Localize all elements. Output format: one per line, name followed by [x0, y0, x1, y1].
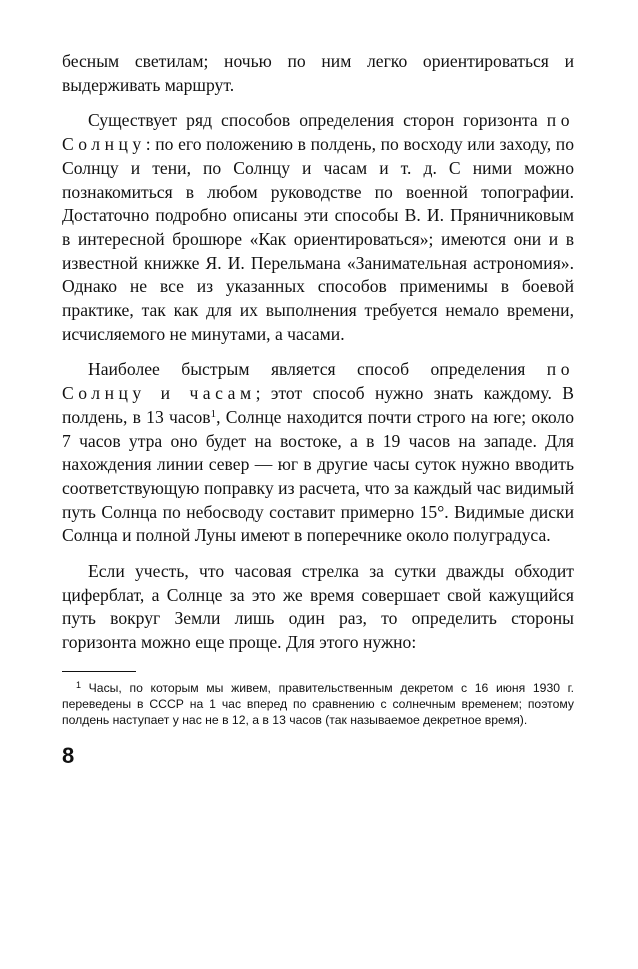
paragraph-2-start: Существует ряд способов определения сторон горизонта	[88, 110, 538, 131]
paragraph-3	[62, 358, 574, 548]
footnote	[62, 680, 574, 729]
paragraph-3-start: Наиболее быстрым является способ определения	[88, 359, 526, 380]
paragraph-2-end: : по его положению в полдень, по восходу или заходу, по Солнцу и тени, по Солнцу и часам и т. д. С ними можно познакомиться в любом руководстве по военной топографии. Достаточно подробно описаны эти способы В. И. Пряничниковым в интересной брошюре «Как ориентироваться»; имеются они и в известной книжке Я. И. Перельмана «Занимательная астрономия». Однако не все из указанных способов применимы в боевой практике, так как для их выполнения требуется немало времени, исчисляемого не минутами, а часами.	[62, 134, 574, 344]
book-page	[62, 50, 574, 769]
paragraph-2	[62, 109, 574, 346]
footnote-mark: 1	[76, 679, 82, 690]
paragraph-4	[62, 560, 574, 655]
paragraph-4-text: Если учесть, что часовая стрелка за сутки дважды обходит циферблат, а Солнце за это же время совершает свой кажущийся путь вокруг Земли лишь один раз, то определить стороны горизонта можно еще проще. Для этого нужно:	[62, 561, 574, 653]
emphasis-by-sun: по Солнцу	[62, 110, 574, 155]
page-number: 8	[62, 742, 75, 768]
footnote-divider	[62, 671, 136, 672]
footnote-text: Часы, по которым мы живем, правительственным декретом с 16 июня 1930 г. переведены в СССР на 1 час вперед по сравнению с солнечным временем; поэтому полдень наступает у нас не в 12, а в 13 часов (так называемое декретное время).	[62, 680, 574, 728]
paragraph-3-end: , Солнце находится почти строго на юге; около 7 часов утра оно будет на востоке, а в 19 часов на западе. Для нахождения линии север — юг в другие часы суток нужно вводить соответствующую поправку из расчета, что за каждый час видимый путь Солнца по небосводу составит примерно 15°. Видимые диски Солнца и полной Луны имеют в поперечнике около полуградуса.	[62, 406, 575, 546]
emphasis-by-sun-and-clock: по Солнцу и часам	[62, 359, 574, 404]
paragraph-1	[62, 50, 574, 97]
paragraph-1-text: бесным светилам; ночью по ним легко ориентироваться и выдерживать маршрут.	[62, 51, 574, 95]
footnote-reference[interactable]: 1	[210, 407, 217, 420]
paragraph-3-middle: ; этот способ нужно знать каждому. В полдень, в 13 часов	[62, 383, 574, 427]
